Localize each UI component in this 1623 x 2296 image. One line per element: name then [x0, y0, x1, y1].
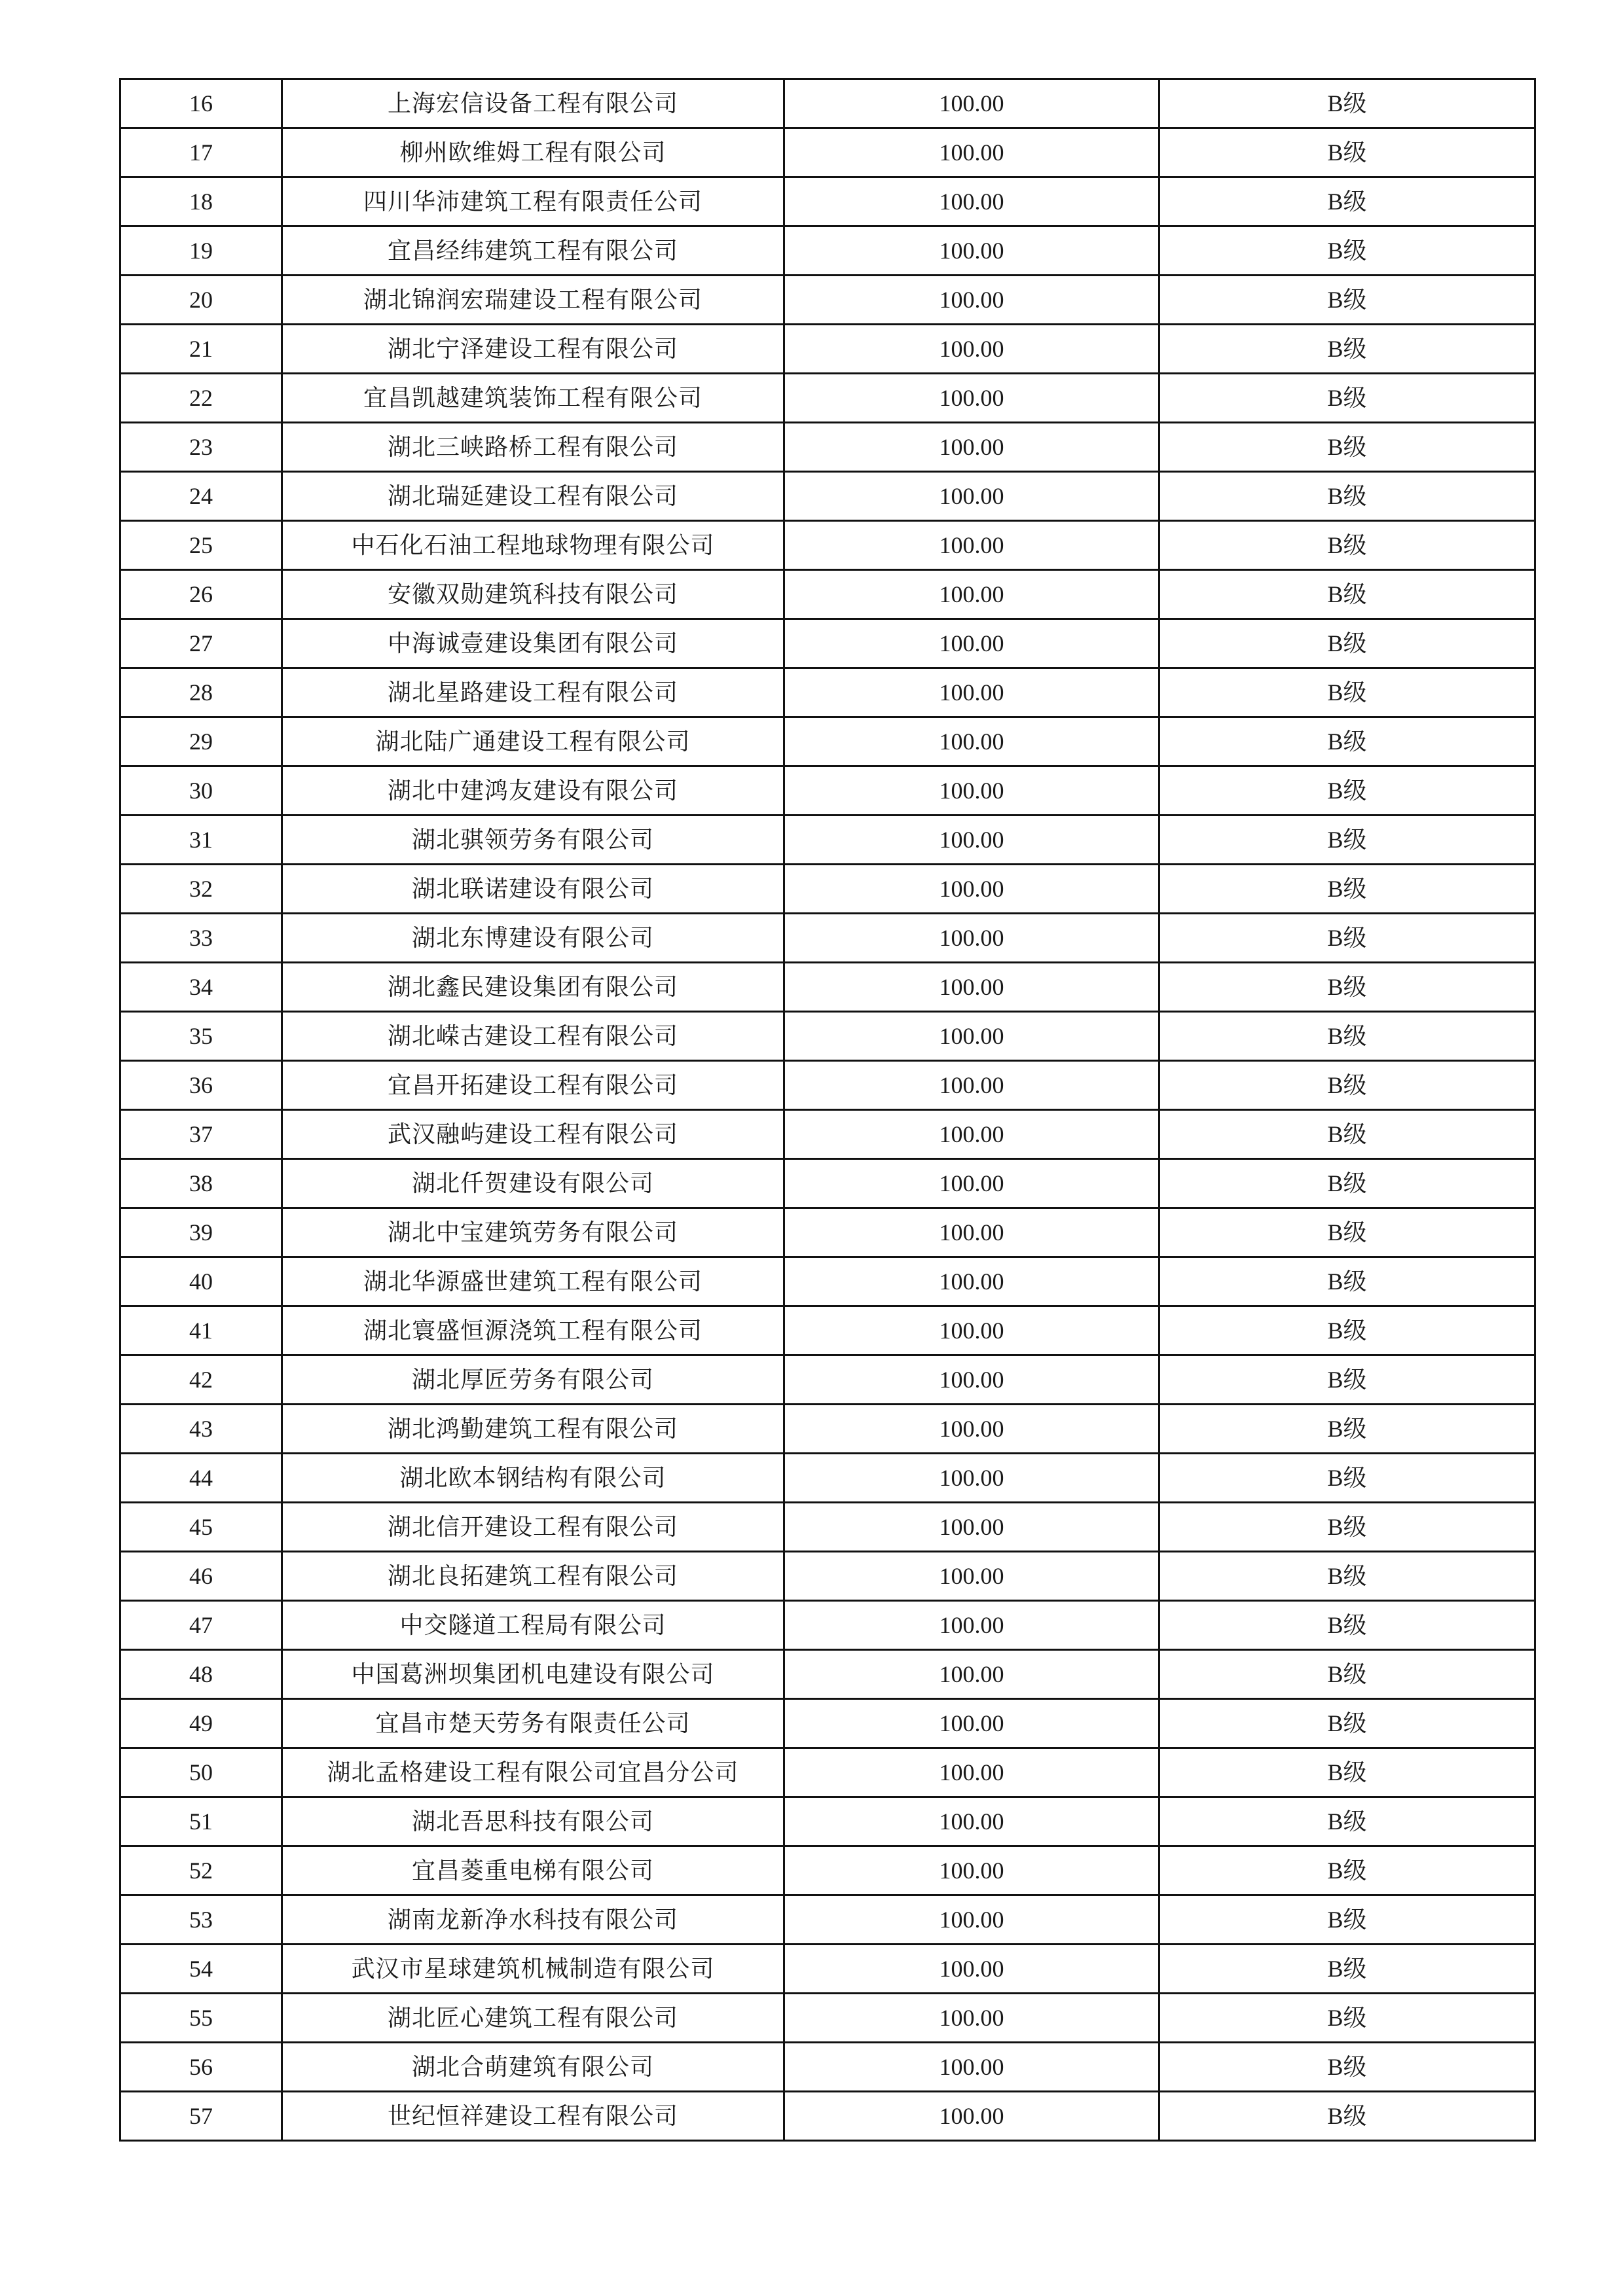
- row-number-cell: 56: [120, 2043, 282, 2092]
- table-body: [120, 79, 1535, 2141]
- grade-cell: B级: [1159, 1503, 1535, 1552]
- row-number-cell: 43: [120, 1405, 282, 1454]
- grade-cell: B级: [1159, 1552, 1535, 1601]
- score-cell: 100.00: [784, 177, 1159, 226]
- table-row: [120, 1699, 1535, 1748]
- row-number-cell: 17: [120, 128, 282, 177]
- company-name-cell: 上海宏信设备工程有限公司: [282, 79, 784, 128]
- company-name-cell: 湖北鑫民建设集团有限公司: [282, 963, 784, 1012]
- table-row: [120, 1748, 1535, 1797]
- row-number-cell: 55: [120, 1994, 282, 2043]
- company-name-cell: 中国葛洲坝集团机电建设有限公司: [282, 1650, 784, 1699]
- grade-cell: B级: [1159, 1699, 1535, 1748]
- row-number-cell: 50: [120, 1748, 282, 1797]
- grade-cell: B级: [1159, 177, 1535, 226]
- table-row: [120, 1159, 1535, 1208]
- score-cell: 100.00: [784, 914, 1159, 963]
- table-row: [120, 1257, 1535, 1306]
- row-number-cell: 42: [120, 1355, 282, 1405]
- company-name-cell: 湖北鸿勤建筑工程有限公司: [282, 1405, 784, 1454]
- company-name-cell: 湖北孟格建设工程有限公司宜昌分公司: [282, 1748, 784, 1797]
- table-row: [120, 914, 1535, 963]
- score-cell: 100.00: [784, 1601, 1159, 1650]
- company-name-cell: 湖北吾思科技有限公司: [282, 1797, 784, 1846]
- table-row: [120, 1552, 1535, 1601]
- company-name-cell: 湖北厚匠劳务有限公司: [282, 1355, 784, 1405]
- row-number-cell: 24: [120, 472, 282, 521]
- company-name-cell: 湖北宁泽建设工程有限公司: [282, 325, 784, 374]
- grade-cell: B级: [1159, 1306, 1535, 1355]
- grade-cell: B级: [1159, 1159, 1535, 1208]
- score-cell: 100.00: [784, 1846, 1159, 1895]
- table-row: [120, 1012, 1535, 1061]
- company-name-cell: 中石化石油工程地球物理有限公司: [282, 521, 784, 570]
- table-row: [120, 1454, 1535, 1503]
- grade-cell: B级: [1159, 1846, 1535, 1895]
- row-number-cell: 21: [120, 325, 282, 374]
- grade-cell: B级: [1159, 1355, 1535, 1405]
- company-name-cell: 湖北锦润宏瑞建设工程有限公司: [282, 276, 784, 325]
- grade-cell: B级: [1159, 1012, 1535, 1061]
- table-row: [120, 128, 1535, 177]
- score-cell: 100.00: [784, 1110, 1159, 1159]
- table-row: [120, 1306, 1535, 1355]
- row-number-cell: 36: [120, 1061, 282, 1110]
- row-number-cell: 39: [120, 1208, 282, 1257]
- company-name-cell: 中交隧道工程局有限公司: [282, 1601, 784, 1650]
- score-cell: 100.00: [784, 1797, 1159, 1846]
- row-number-cell: 35: [120, 1012, 282, 1061]
- grade-cell: B级: [1159, 1405, 1535, 1454]
- row-number-cell: 29: [120, 717, 282, 766]
- table-row: [120, 570, 1535, 619]
- row-number-cell: 54: [120, 1945, 282, 1994]
- table-row: [120, 1601, 1535, 1650]
- company-name-cell: 湖北瑞延建设工程有限公司: [282, 472, 784, 521]
- company-name-cell: 湖北华源盛世建筑工程有限公司: [282, 1257, 784, 1306]
- grade-cell: B级: [1159, 276, 1535, 325]
- table-row: [120, 816, 1535, 865]
- grade-cell: B级: [1159, 914, 1535, 963]
- company-name-cell: 湖北匠心建筑工程有限公司: [282, 1994, 784, 2043]
- table-row: [120, 325, 1535, 374]
- score-cell: 100.00: [784, 472, 1159, 521]
- table-row: [120, 1650, 1535, 1699]
- table-row: [120, 1208, 1535, 1257]
- table-row: [120, 1994, 1535, 2043]
- company-name-cell: 宜昌市楚天劳务有限责任公司: [282, 1699, 784, 1748]
- table-row: [120, 2092, 1535, 2141]
- grade-cell: B级: [1159, 1994, 1535, 2043]
- table-row: [120, 1945, 1535, 1994]
- table-row: [120, 1061, 1535, 1110]
- score-cell: 100.00: [784, 325, 1159, 374]
- grade-cell: B级: [1159, 2043, 1535, 2092]
- grade-cell: B级: [1159, 374, 1535, 423]
- grade-cell: B级: [1159, 619, 1535, 668]
- company-name-cell: 武汉融屿建设工程有限公司: [282, 1110, 784, 1159]
- row-number-cell: 48: [120, 1650, 282, 1699]
- row-number-cell: 23: [120, 423, 282, 472]
- grade-cell: B级: [1159, 521, 1535, 570]
- company-name-cell: 湖北中宝建筑劳务有限公司: [282, 1208, 784, 1257]
- score-cell: 100.00: [784, 668, 1159, 717]
- score-cell: 100.00: [784, 1159, 1159, 1208]
- company-name-cell: 湖北骐领劳务有限公司: [282, 816, 784, 865]
- row-number-cell: 49: [120, 1699, 282, 1748]
- company-name-cell: 柳州欧维姆工程有限公司: [282, 128, 784, 177]
- table-row: [120, 276, 1535, 325]
- grade-cell: B级: [1159, 1797, 1535, 1846]
- grade-cell: B级: [1159, 1650, 1535, 1699]
- score-cell: 100.00: [784, 1699, 1159, 1748]
- row-number-cell: 32: [120, 865, 282, 914]
- score-cell: 100.00: [784, 1012, 1159, 1061]
- rating-table: [119, 78, 1536, 2142]
- grade-cell: B级: [1159, 423, 1535, 472]
- table-row: [120, 1110, 1535, 1159]
- row-number-cell: 28: [120, 668, 282, 717]
- score-cell: 100.00: [784, 1994, 1159, 2043]
- company-name-cell: 中海诚壹建设集团有限公司: [282, 619, 784, 668]
- company-name-cell: 世纪恒祥建设工程有限公司: [282, 2092, 784, 2141]
- row-number-cell: 30: [120, 766, 282, 816]
- score-cell: 100.00: [784, 276, 1159, 325]
- grade-cell: B级: [1159, 79, 1535, 128]
- grade-cell: B级: [1159, 717, 1535, 766]
- score-cell: 100.00: [784, 766, 1159, 816]
- grade-cell: B级: [1159, 865, 1535, 914]
- grade-cell: B级: [1159, 1110, 1535, 1159]
- score-cell: 100.00: [784, 374, 1159, 423]
- grade-cell: B级: [1159, 1257, 1535, 1306]
- row-number-cell: 19: [120, 226, 282, 276]
- company-name-cell: 安徽双勋建筑科技有限公司: [282, 570, 784, 619]
- grade-cell: B级: [1159, 1601, 1535, 1650]
- grade-cell: B级: [1159, 1208, 1535, 1257]
- table-row: [120, 865, 1535, 914]
- score-cell: 100.00: [784, 79, 1159, 128]
- company-name-cell: 湖北嵘古建设工程有限公司: [282, 1012, 784, 1061]
- row-number-cell: 34: [120, 963, 282, 1012]
- company-name-cell: 宜昌凯越建筑装饰工程有限公司: [282, 374, 784, 423]
- table-row: [120, 423, 1535, 472]
- row-number-cell: 45: [120, 1503, 282, 1552]
- row-number-cell: 41: [120, 1306, 282, 1355]
- table-row: [120, 1355, 1535, 1405]
- table-row: [120, 79, 1535, 128]
- row-number-cell: 57: [120, 2092, 282, 2141]
- row-number-cell: 51: [120, 1797, 282, 1846]
- score-cell: 100.00: [784, 1945, 1159, 1994]
- company-name-cell: 宜昌开拓建设工程有限公司: [282, 1061, 784, 1110]
- grade-cell: B级: [1159, 1748, 1535, 1797]
- company-name-cell: 湖北三峡路桥工程有限公司: [282, 423, 784, 472]
- score-cell: 100.00: [784, 717, 1159, 766]
- table-row: [120, 2043, 1535, 2092]
- score-cell: 100.00: [784, 963, 1159, 1012]
- table-row: [120, 472, 1535, 521]
- score-cell: 100.00: [784, 1257, 1159, 1306]
- score-cell: 100.00: [784, 2092, 1159, 2141]
- company-name-cell: 湖北仟贺建设有限公司: [282, 1159, 784, 1208]
- company-name-cell: 湖北欧本钢结构有限公司: [282, 1454, 784, 1503]
- score-cell: 100.00: [784, 1503, 1159, 1552]
- company-name-cell: 湖北中建鸿友建设有限公司: [282, 766, 784, 816]
- row-number-cell: 44: [120, 1454, 282, 1503]
- company-name-cell: 湖南龙新净水科技有限公司: [282, 1895, 784, 1945]
- row-number-cell: 25: [120, 521, 282, 570]
- table-row: [120, 668, 1535, 717]
- rating-table-container: [119, 78, 1526, 2142]
- company-name-cell: 湖北良拓建筑工程有限公司: [282, 1552, 784, 1601]
- company-name-cell: 湖北陆广通建设工程有限公司: [282, 717, 784, 766]
- company-name-cell: 湖北寰盛恒源浇筑工程有限公司: [282, 1306, 784, 1355]
- company-name-cell: 湖北信开建设工程有限公司: [282, 1503, 784, 1552]
- score-cell: 100.00: [784, 1405, 1159, 1454]
- company-name-cell: 宜昌菱重电梯有限公司: [282, 1846, 784, 1895]
- grade-cell: B级: [1159, 668, 1535, 717]
- table-row: [120, 717, 1535, 766]
- grade-cell: B级: [1159, 1945, 1535, 1994]
- table-row: [120, 226, 1535, 276]
- table-row: [120, 1405, 1535, 1454]
- score-cell: 100.00: [784, 1895, 1159, 1945]
- row-number-cell: 47: [120, 1601, 282, 1650]
- company-name-cell: 湖北东博建设有限公司: [282, 914, 784, 963]
- row-number-cell: 27: [120, 619, 282, 668]
- grade-cell: B级: [1159, 2092, 1535, 2141]
- score-cell: 100.00: [784, 1454, 1159, 1503]
- score-cell: 100.00: [784, 1748, 1159, 1797]
- score-cell: 100.00: [784, 1552, 1159, 1601]
- row-number-cell: 38: [120, 1159, 282, 1208]
- score-cell: 100.00: [784, 423, 1159, 472]
- company-name-cell: 武汉市星球建筑机械制造有限公司: [282, 1945, 784, 1994]
- table-row: [120, 1503, 1535, 1552]
- row-number-cell: 40: [120, 1257, 282, 1306]
- grade-cell: B级: [1159, 226, 1535, 276]
- row-number-cell: 16: [120, 79, 282, 128]
- row-number-cell: 18: [120, 177, 282, 226]
- row-number-cell: 31: [120, 816, 282, 865]
- score-cell: 100.00: [784, 865, 1159, 914]
- row-number-cell: 53: [120, 1895, 282, 1945]
- score-cell: 100.00: [784, 1061, 1159, 1110]
- company-name-cell: 四川华沛建筑工程有限责任公司: [282, 177, 784, 226]
- grade-cell: B级: [1159, 963, 1535, 1012]
- grade-cell: B级: [1159, 816, 1535, 865]
- grade-cell: B级: [1159, 1454, 1535, 1503]
- score-cell: 100.00: [784, 1208, 1159, 1257]
- grade-cell: B级: [1159, 325, 1535, 374]
- table-row: [120, 1895, 1535, 1945]
- score-cell: 100.00: [784, 816, 1159, 865]
- grade-cell: B级: [1159, 766, 1535, 816]
- score-cell: 100.00: [784, 570, 1159, 619]
- row-number-cell: 37: [120, 1110, 282, 1159]
- score-cell: 100.00: [784, 1355, 1159, 1405]
- row-number-cell: 20: [120, 276, 282, 325]
- company-name-cell: 湖北合萌建筑有限公司: [282, 2043, 784, 2092]
- score-cell: 100.00: [784, 226, 1159, 276]
- table-row: [120, 374, 1535, 423]
- table-row: [120, 177, 1535, 226]
- grade-cell: B级: [1159, 1061, 1535, 1110]
- company-name-cell: 湖北星路建设工程有限公司: [282, 668, 784, 717]
- company-name-cell: 湖北联诺建设有限公司: [282, 865, 784, 914]
- grade-cell: B级: [1159, 1895, 1535, 1945]
- row-number-cell: 52: [120, 1846, 282, 1895]
- grade-cell: B级: [1159, 570, 1535, 619]
- score-cell: 100.00: [784, 1650, 1159, 1699]
- company-name-cell: 宜昌经纬建筑工程有限公司: [282, 226, 784, 276]
- row-number-cell: 46: [120, 1552, 282, 1601]
- table-row: [120, 1797, 1535, 1846]
- row-number-cell: 22: [120, 374, 282, 423]
- table-row: [120, 619, 1535, 668]
- table-row: [120, 1846, 1535, 1895]
- score-cell: 100.00: [784, 521, 1159, 570]
- row-number-cell: 26: [120, 570, 282, 619]
- table-row: [120, 766, 1535, 816]
- score-cell: 100.00: [784, 619, 1159, 668]
- table-row: [120, 521, 1535, 570]
- table-row: [120, 963, 1535, 1012]
- score-cell: 100.00: [784, 1306, 1159, 1355]
- grade-cell: B级: [1159, 128, 1535, 177]
- grade-cell: B级: [1159, 472, 1535, 521]
- score-cell: 100.00: [784, 2043, 1159, 2092]
- score-cell: 100.00: [784, 128, 1159, 177]
- row-number-cell: 33: [120, 914, 282, 963]
